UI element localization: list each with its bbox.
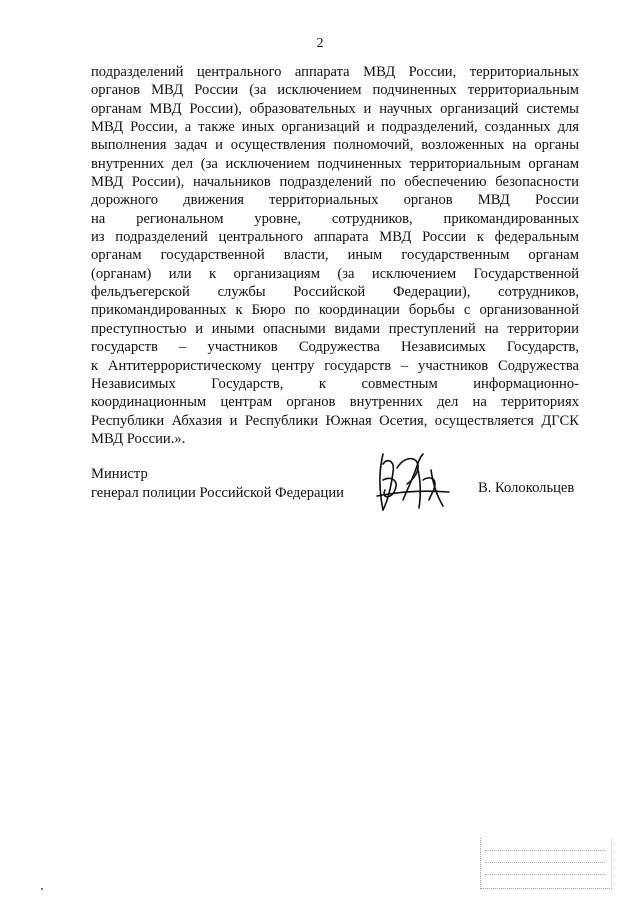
body-line: внутренних дел (за исключением подчиненных территориальным органам [91,155,579,172]
body-line: из подразделений центрального аппарата МВД России к федеральным [91,229,579,246]
body-line: координационным центрам органов внутренних дел на территориях [91,394,579,411]
stamp-line [485,862,605,863]
body-line: (органам) или к организациям (за исключением Государственной [91,265,579,282]
body-line: подразделений центрального аппарата МВД России, территориальных [91,64,579,80]
body-line: на региональном уровне, сотрудников, прикомандированных [91,210,579,227]
body-line: государств – участников Содружества Независимых Государств, [91,339,579,356]
signature-block [91,465,591,525]
stamp-line [485,850,605,851]
body-line: выполнения задач и осуществления полномочий, возложенных на органы [91,137,579,154]
body-line: дорожного движения территориальных органов МВД России [91,192,579,209]
page-number: 2 [316,36,324,51]
body-line: органам государственной власти, иным государственным органам [91,247,579,264]
body-line: фельдъегерской службы Российской Федерации), сотрудников, [91,284,579,301]
body-line: к Антитеррористическому центру государств – участников Содружества [91,357,579,374]
body-line: МВД России), начальников подразделений по обеспечению безопасности [91,174,579,191]
scan-speck [41,888,43,890]
body-line: органов МВД России (за исключением подчиненных территориальным [91,82,579,99]
signer-position: Министр [91,466,148,482]
body-line: МВД России, а также иных организаций и подразделений, созданных для [91,119,579,136]
body-line: органам МВД России), образовательных и научных организаций системы [91,100,579,117]
signer-name: В. Колокольцев [478,480,575,496]
registration-stamp-box [480,838,612,889]
body-line: МВД России.». [91,430,186,447]
body-line: преступностью и иными опасными видами преступлений на территории [91,320,579,337]
body-text [91,63,579,448]
body-line: прикомандированных к Бюро по координации борьбы с организованной [91,302,579,319]
stamp-line [485,874,605,875]
signer-rank: генерал полиции Российской Федерации [91,485,344,501]
handwritten-signature [373,450,453,516]
body-line: Республики Абхазия и Республики Южная Осетия, осуществляется ДГСК [91,412,579,429]
body-line: Независимых Государств, к совместным информационно- [91,375,579,392]
